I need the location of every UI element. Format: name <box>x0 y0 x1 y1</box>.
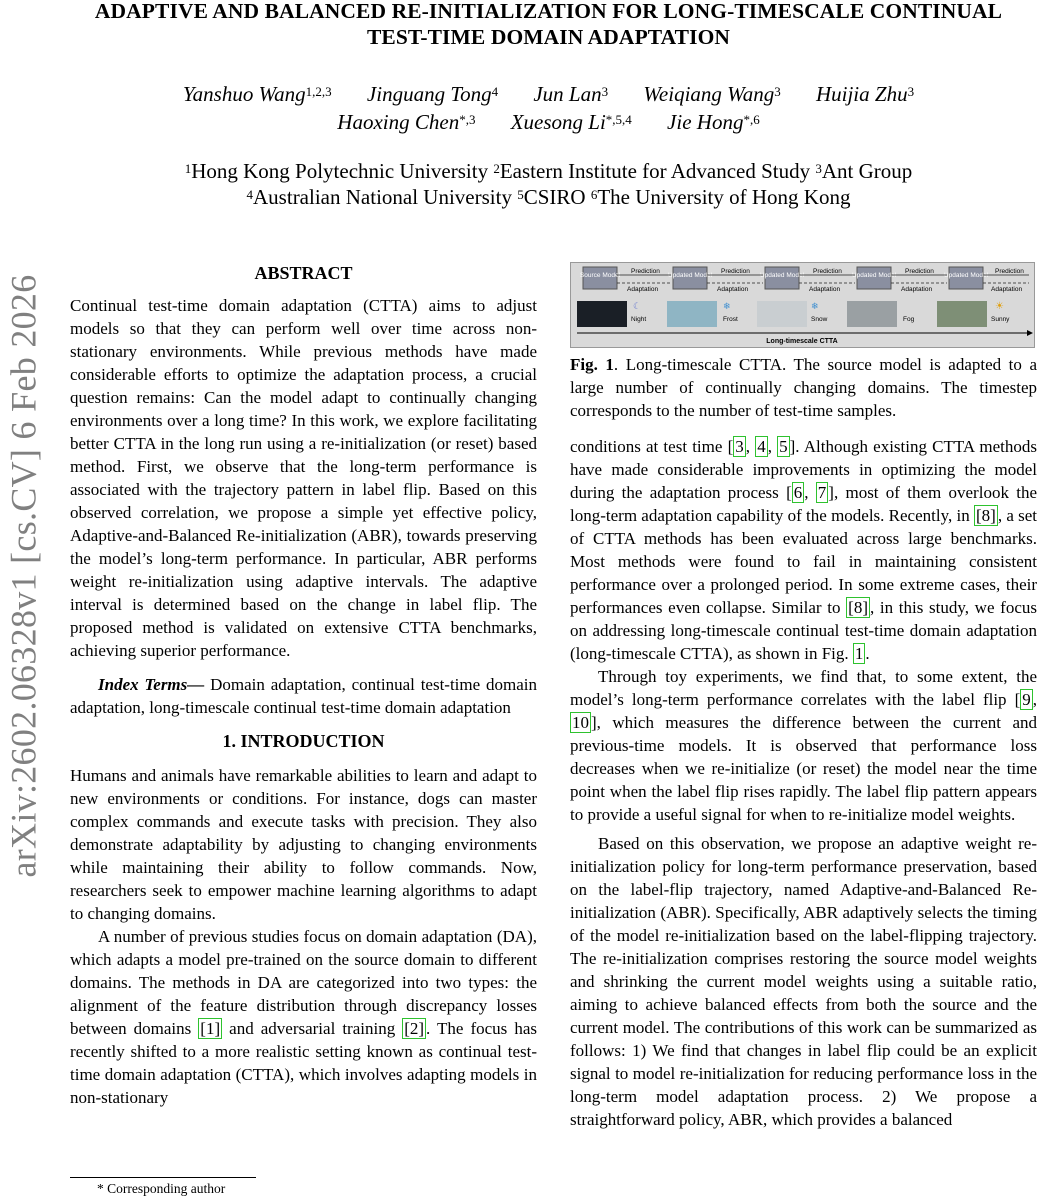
updated-model-box <box>944 267 989 289</box>
sun-icon: ☀ <box>995 301 1004 312</box>
abstract-heading: ABSTRACT <box>254 263 353 283</box>
updated-model-box <box>852 267 897 289</box>
paper-title: ADAPTIVE AND BALANCED RE-INITIALIZATION FOR LONG-TIMESCALE CONTINUAL TEST-TIME DOMAIN ADAPTATION <box>94 0 1003 49</box>
updated-model-box <box>760 267 805 289</box>
source-model-label: Source Model <box>579 272 621 279</box>
author: Weiqiang Wang$^3$ <box>643 82 781 106</box>
svg-text:Prediction: Prediction <box>995 268 1024 275</box>
right-paragraph-2: Through toy experiments, we find that, to some extent, the model’s long-term performance correlates with the label flip [ 9 , 10 ], which measures the difference between the current and previous-time models. It is observed that performance loss decreases when we re-initialize (or reset) the model near the time point when the label flip rises rapidly. The label flip pattern appears to provide a useful signal for when to re-initialize model weights. <box>570 667 1037 824</box>
svg-text:Updated Model: Updated Model <box>851 272 897 279</box>
author: Haoxing Chen$^{*,3}$ <box>337 110 476 134</box>
citation-link[interactable]: 10 <box>572 713 589 732</box>
right-column <box>570 262 1037 1131</box>
timeline-label: Long-timescale CTTA <box>766 338 838 345</box>
intro-paragraph-2: A number of previous studies focus on domain adaptation (DA), which adapts a model pre-trained on the source domain to different domains. The methods in DA are categorized into two types: the alignment of the feature distribution through discrepancy losses between domains [1] and adversarial training [2] . The focus has recently shifted to a more realistic setting known as continual test-time domain adaptation (CTTA), which involves adapting models in non-stationary <box>70 927 537 1107</box>
figure-link[interactable]: 1 <box>854 644 864 663</box>
svg-text:Updated Model: Updated Model <box>759 272 805 279</box>
author: Huijia Zhu$^3$ <box>815 82 915 106</box>
citation-link[interactable]: [2] <box>404 1019 425 1038</box>
citation-link[interactable]: 4 <box>757 437 766 456</box>
citation-link[interactable]: [8] <box>848 598 868 617</box>
citation-link[interactable]: [8] <box>975 506 996 525</box>
author: Jinguang Tong$^4$ <box>366 82 499 106</box>
index-terms: Index Terms— Domain adaptation, continual test-time domain adaptation, long-timescale continual test-time domain adaptation <box>70 675 537 717</box>
footnote-rule <box>70 1177 256 1178</box>
author-list <box>60 80 1037 136</box>
timeline-arrowhead <box>1027 330 1033 336</box>
svg-text:Updated Model: Updated Model <box>943 272 989 279</box>
intro-heading: 1. INTRODUCTION <box>222 731 385 751</box>
citation-link[interactable]: [1] <box>200 1019 221 1038</box>
arxiv-watermark <box>0 250 52 902</box>
author: Xuesong $Li^{*,5,4}$ <box>510 110 632 134</box>
svg-text:Prediction: Prediction <box>905 268 934 275</box>
affiliations: $^1$Hong Kong Polytechnic University $^2$Eastern Institute for Advanced Study $^3$Ant Group $^4$Australian National University $^5$CSIRO $^6$The University of Hong Kong <box>184 159 913 209</box>
svg-text:Adaptation: Adaptation <box>991 286 1023 293</box>
figure-1-diagram <box>571 263 1034 347</box>
citation-link[interactable]: 7 <box>817 483 827 502</box>
footnote: * Corresponding author <box>97 1181 226 1196</box>
prediction-label: Prediction <box>631 268 660 275</box>
svg-text:Adaptation: Adaptation <box>717 286 749 293</box>
citation-link[interactable]: 5 <box>779 437 788 456</box>
citation-link[interactable]: 6 <box>793 483 803 502</box>
author: Yanshuo Wang$^{1,2,3}$ <box>182 82 332 106</box>
moon-icon: ☾ <box>633 301 642 311</box>
source-model-box <box>580 267 621 289</box>
author: Jie Hong$^{*,6}$ <box>667 110 760 134</box>
domain-label-sunny: Sunny <box>991 316 1010 323</box>
domain-label-frost: Frost <box>723 316 738 323</box>
domain-label-fog: Fog <box>903 316 915 323</box>
svg-text:Adaptation: Adaptation <box>901 286 933 293</box>
svg-text:Prediction: Prediction <box>721 268 750 275</box>
frost-icon: ❄ <box>723 301 731 311</box>
abstract-text: Continual test-time domain adaptation (CTTA) aims to adjust models so that they can perform well over time across non-stationary environments. While previous methods have made considerable efforts to optimize the adaptation process, a crucial question remains: Can the model adapt to continually changing environments over a long time? In this work, we explore facilitating better CTTA in the long run using a re-initialization (or reset) based method. First, we observe that the long-term performance is associated with the trajectory pattern in label flip. Based on this observed correlation, we propose a simple yet effective policy, Adaptive-and-Balanced Re-initialization (ABR), towards preserving the model’s long-term performance. In particular, ABR performs weight re-initialization using adaptive intervals. The adaptive interval is determined based on the change in label flip. The proposed method is validated on extensive CTTA benchmarks, achieving superior performance. <box>70 296 537 660</box>
right-paragraph-1: conditions at test time [ 3 , 4 , 5 ]. Although existing CTTA methods have made considerable improvements in optimizing the model during the adaptation process [ 6 , 7 ], most of them overlook the long-term adaptation capability of the models. Recently, in [8] , a set of CTTA methods has been evaluated across large benchmarks. Most methods were found to fail in maintaining consistent performance over a prolonged period. In some extreme cases, their performances even collapse. Similar to [8] , in this study, we focus on addressing long-timescale continual test-time domain adaptation (long-timescale CTTA), as shown in Fig. 1 . <box>570 437 1037 663</box>
author: Jun Lan$^3$ <box>533 82 609 106</box>
right-paragraph-3: Based on this observation, we propose an adaptive weight re-initialization policy for long-term performance preservation, based on the label-flip trajectory, named Adaptive-and-Balanced Re-initialization (ABR). Specifically, ABR adaptively selects the timing of the model re-initialization based on the label-flipping trajectory. The re-initialization comprises restoring the source model weights and shrinking the current model weights using a suitable ratio, aiming to achieve balanced effects from both the source and the current model. The contributions of this work can be summarized as follows: 1) We find that changes in label flip could be an explicit signal to model re-initialization for reducing performance loss in the long-term model adaptation process. 2) We propose a straightforward policy, ABR, which provides a balanced <box>570 834 1037 1129</box>
snow-icon: ❄ <box>811 301 819 311</box>
svg-text:Prediction: Prediction <box>813 268 842 275</box>
figure-1-caption: Fig. 1. Long-timescale CTTA. The source model is adapted to a large number of continually changing domains. The timestep corresponds to the number of test-time samples. <box>570 355 1037 420</box>
updated-model-box <box>668 267 713 289</box>
svg-text:Adaptation: Adaptation <box>809 286 841 293</box>
domain-label-snow: Snow <box>811 316 828 323</box>
left-column <box>70 262 537 1109</box>
arxiv-id: arXiv:2602.06328v1 [cs.CV] 6 Feb 2026 <box>4 274 45 878</box>
intro-paragraph-1: Humans and animals have remarkable abilities to learn and adapt to new environments or conditions. For instance, dogs can master complex commands and execute tasks with precision. They also demonstrate adaptability by adjusting to changing environments while maintaining their ability to follow commands. Now, researchers seek to empower machine learning algorithms to adapt to changing domains. <box>70 766 537 923</box>
domain-label-night: Night <box>631 316 647 323</box>
svg-text:Updated Model: Updated Model <box>667 272 713 279</box>
figure-1 <box>570 262 1035 348</box>
adaptation-label: Adaptation <box>627 286 659 293</box>
citation-link[interactable]: 3 <box>735 437 744 456</box>
citation-link[interactable]: 9 <box>1022 690 1031 709</box>
